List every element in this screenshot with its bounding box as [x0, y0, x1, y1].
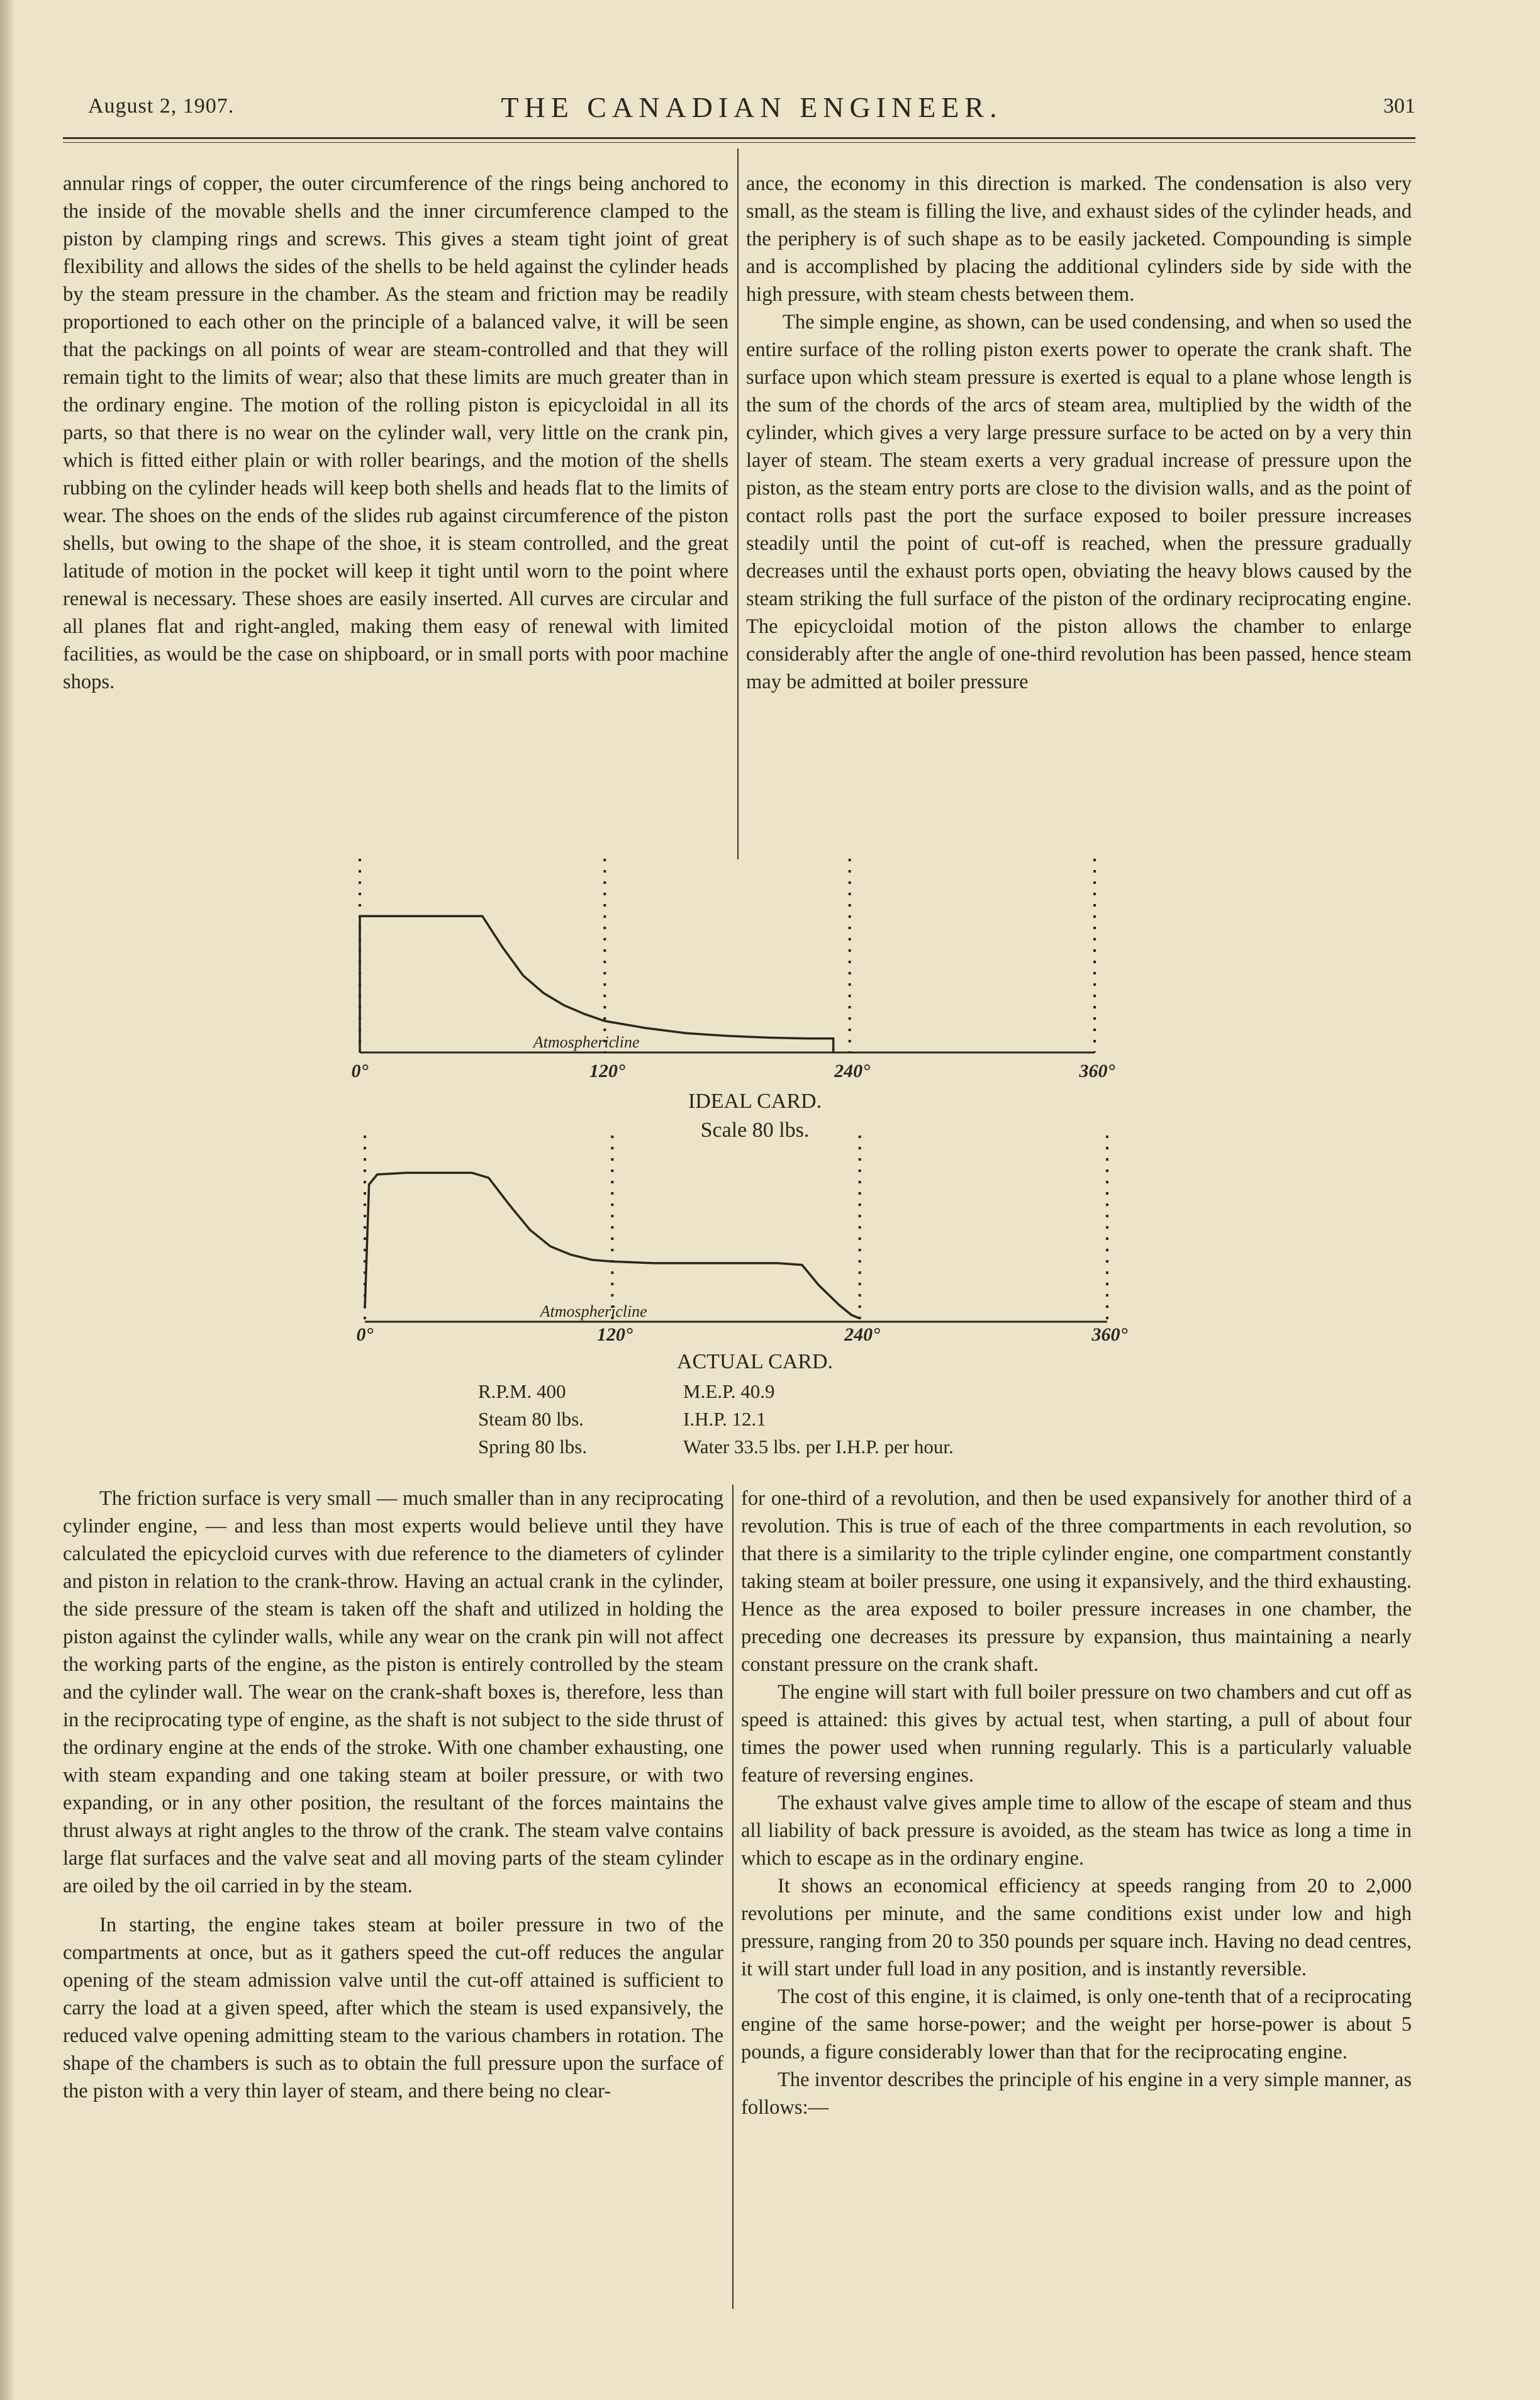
x-tick-label: 0° [356, 1324, 374, 1345]
paragraph: The engine will start with full boiler pressure on two chambers and cut off as speed is attained: this gives by actual test, when starting, a pull of about four times the power used when running regularly. This is a particularly valuable feature of reversing engines. [741, 1681, 1412, 1787]
line-label: line [622, 1302, 647, 1320]
journal-title: THE CANADIAN ENGINEER. [501, 91, 1003, 123]
paragraph: The friction surface is very small — much smaller than in any reciprocating cylinder engine, — and less than most experts would believe until they have calculated the epicycloid curves with due reference to the diameters of cylinder and piston in relation to the crank-throw. Having an actual crank in the cylinder, the side pressure of the steam is taken off the shaft and utilized in holding the piston against the cylinder walls, while any wear on the crank pin will not affect the working parts of the engine, as the piston is entirely controlled by the steam and the cylinder wall. The wear on the crank-shaft boxes is, therefore, less than in the reciprocating type of engine, as the shaft is not subject to the side thrust of the ordinary engine at the ends of the stroke. With one chamber exhausting, one with steam expanding and one taking steam at boiler pressure, or with two expanding, or in any other position, the resultant of the forces maintains the thrust always at right angles to the throw of the crank. The steam valve contains large flat surfaces and the valve seat and all moving parts of the steam cylinder are oiled by the oil carried in by the steam. [63, 1487, 723, 1897]
atmospheric-label: Atmospheric [533, 1033, 617, 1051]
paragraph: ance, the economy in this direction is marked. The condensation is also very small, as the steam is filling the live, and exhaust sides of the cylinder heads, and the periphery is of such shape as to be easily jacketed. Compounding is simple and is accomplished by placing the additional cylinders side by side with the high pressure, with steam chests between them. [746, 172, 1412, 306]
x-tick-label: 0° [351, 1061, 369, 1081]
x-tick-label: 360° [1079, 1061, 1115, 1081]
atmospheric-label: Atmospheric [540, 1302, 623, 1320]
paragraph: The inventor describes the principle of his engine in a very simple manner, as follows:— [741, 2068, 1412, 2119]
x-tick-label: 360° [1091, 1324, 1128, 1345]
column-bottom-right [741, 1485, 1412, 2347]
actual-card-chart [357, 1136, 1128, 1345]
x-tick-label: 240° [834, 1061, 871, 1081]
line-label: line [615, 1033, 640, 1051]
stat-spring: Spring 80 lbs. [478, 1436, 588, 1458]
ideal-card-chart [352, 859, 1115, 1081]
stat-steam: Steam 80 lbs. [478, 1408, 584, 1430]
actual-card-stats-right [683, 1378, 954, 1461]
paragraph: The cost of this engine, it is claimed, is only one-tenth that of a reciprocating engine of the same horse-power; and the weight per horse-power is about 5 pounds, a figure considerably lower than that for the reciprocating engine. [741, 1985, 1412, 2063]
x-tick-label: 120° [596, 1324, 633, 1345]
paragraph: The simple engine, as shown, can be used condensing, and when so used the entire surface of the rolling piston exerts power to operate the crank shaft. The surface upon which steam pressure is exerted is equal to a plane whose length is the sum of the chords of the arcs of steam area, multiplied by the width of the cylinder, which gives a very large pressure surface to be acted on by a very thin layer of steam. The steam exerts a very gradual increase of pressure upon the piston, as the steam entry ports are close to the division walls, and as the point of contact rolls past the port the surface exposed to boiler pressure increases steadily until the point of cut-off is reached, when the pressure gradually decreases until the exhaust ports open, obviating the heavy blows caused by the steam striking the full surface of the piston of the ordinary reciprocating engine. The epicycloidal motion of the piston allows the chamber to enlarge considerably after the angle of one-third revolution has been passed, hence steam may be admitted at boiler pressure [746, 311, 1412, 693]
actual-card-title: ACTUAL CARD. [676, 1350, 834, 1373]
header-date: August 2, 1907. [88, 94, 235, 118]
x-tick-label: 240° [844, 1324, 881, 1345]
ideal-card-scale: Scale 80 lbs. [700, 1119, 810, 1142]
stat-water: Water 33.5 lbs. per I.H.P. per hour. [683, 1436, 954, 1458]
stat-mep: M.E.P. 40.9 [683, 1380, 775, 1402]
pressure-curve [360, 916, 834, 1052]
paragraph: for one-third of a revolution, and then be used expansively for another third of a revolution. This is true of each of the three compartments in each revolution, so that there is a similarity to the triple cylinder engine, one compartment constantly taking steam at boiler pressure, one using it expansively, and the third exhausting. Hence as the area exposed to boiler pressure increases in one chamber, the preceding one decreases its pressure by expansion, thus maintaining a nearly constant pressure on the crank shaft. [741, 1487, 1412, 1676]
ideal-card-title: IDEAL CARD. [688, 1090, 822, 1113]
column-bottom-left [63, 1485, 723, 2347]
paragraph: It shows an economical efficiency at speeds ranging from 20 to 2,000 revolutions per minute, and the same conditions exist under low and high pressure, ranging from 20 to 350 pounds per square inch. Having no dead centres, it will start under full load in any position, and is instantly reversible. [741, 1875, 1412, 1980]
stat-rpm: R.P.M. 400 [478, 1380, 566, 1402]
actual-card-stats-left [478, 1378, 587, 1461]
stat-ihp: I.H.P. 12.1 [683, 1408, 766, 1430]
paragraph: The exhaust valve gives ample time to allow of the escape of steam and thus all liability of back pressure is avoided, as the steam has twice as long a time in which to escape as in the ordinary engine. [741, 1792, 1412, 1870]
x-tick-label: 120° [589, 1061, 625, 1081]
paragraph: annular rings of copper, the outer circumference of the rings being anchored to the inside of the movable shells and the inner circumference clamped to the piston by clamping rings and screws. This gives a steam tight joint of great flexibility and allows the sides of the shells to be held against the cylinder heads by the steam pressure in the chamber. As the steam and friction may be readily proportioned to each other on the principle of a balanced valve, it will be seen that the packings on all points of wear are steam-controlled and that they will remain tight to the limits of wear; also that these limits are much greater than in the ordinary engine. The motion of the rolling piston is epicycloidal in all its parts, so that there is no wear on the cylinder wall, very little on the crank pin, which is fitted either plain or with roller bearings, and the motion of the shells rubbing on the cylinder heads will keep both shells and heads flat to the limits of wear. The shoes on the ends of the slides rub against circumference of the piston shells, but owing to the shape of the shoe, it is steam controlled, and the great latitude of motion in the pocket will keep it tight until worn to the point where renewal is necessary. These shoes are easily inserted. All curves are circular and all planes flat and right-angled, making them easy of renewal with limited facilities, as would be the case on shipboard, or in small ports with poor machine shops. [63, 172, 728, 693]
page-number: 301 [1383, 94, 1415, 118]
column-divider [732, 1485, 734, 2309]
paragraph: In starting, the engine takes steam at boiler pressure in two of the compartments at once, but as it gathers speed the cut-off reduces the angular opening of the steam admission valve until the cut-off attained is sufficient to carry the load at a given speed, after which the steam is used expansively, the reduced valve opening admitting steam to the various chambers in rotation. The shape of the chambers is such as to obtain the full pressure upon the surface of the piston with a very thin layer of steam, and there being no clear- [63, 1914, 723, 2102]
